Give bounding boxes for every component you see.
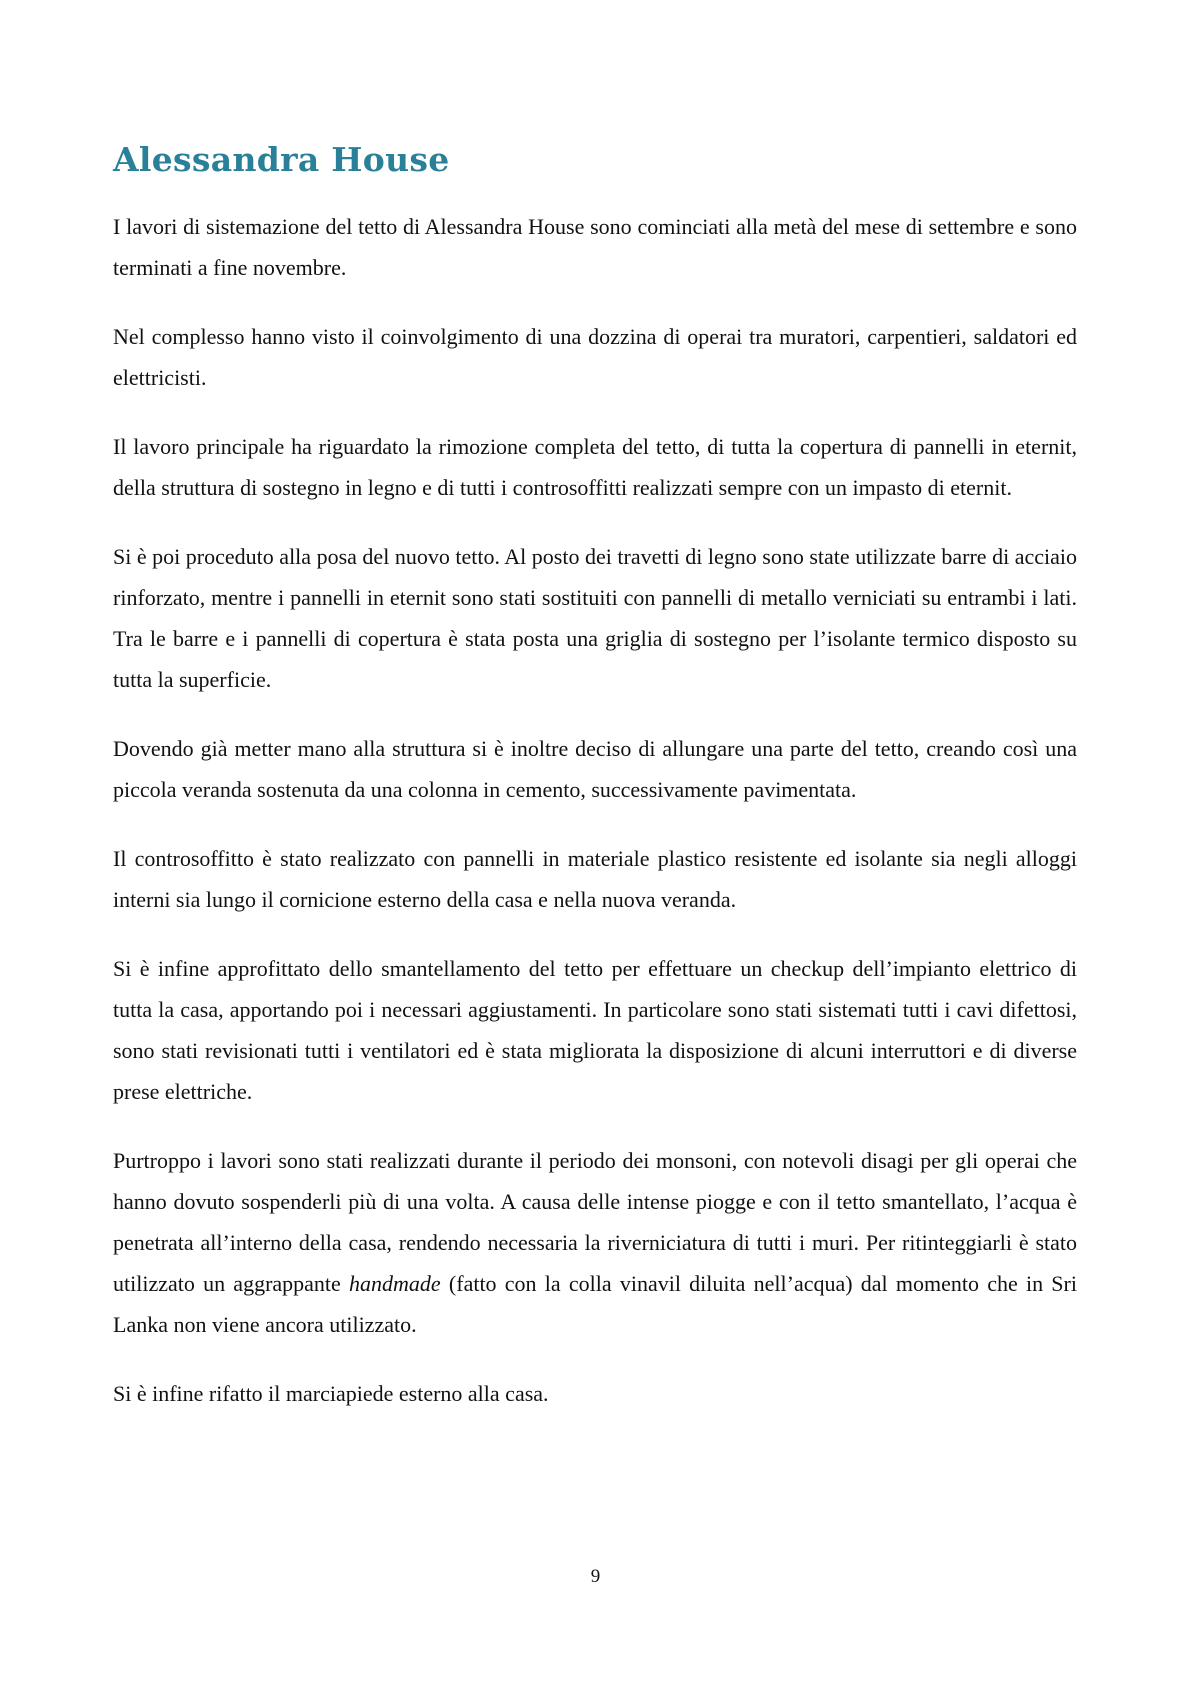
page-number: 9: [590, 1566, 601, 1587]
paragraph: Si è poi proceduto alla posa del nuovo tetto. Al posto dei travetti di legno sono state utilizzate barre di acciaio rinforzato, mentre i pannelli in eternit sono stati sostituiti con pannelli di metallo verniciati su entrambi i lati. Tra le barre e i pannelli di copertura è stata posta una griglia di sostegno per l’isolante termico disposto su tutta la superficie.: [113, 544, 1077, 692]
paragraph: Dovendo già metter mano alla struttura si è inoltre deciso di allungare una parte del tetto, creando così una piccola veranda sostenuta da una colonna in cemento, successivamente pavimentata.: [113, 736, 1077, 802]
paragraph: I lavori di sistemazione del tetto di Alessandra House sono cominciati alla metà del mese di settembre e sono terminati a fine novembre.: [113, 214, 1077, 280]
paragraph: Il lavoro principale ha riguardato la rimozione completa del tetto, di tutta la copertura di pannelli in eternit, della struttura di sostegno in legno e di tutti i controsoffitti realizzati sempre con un impasto di eternit.: [113, 434, 1077, 500]
body-text: [113, 206, 1077, 1442]
paragraph: Si è infine approfittato dello smantellamento del tetto per effettuare un checkup dell’impianto elettrico di tutta la casa, apportando poi i necessari aggiustamenti. In particolare sono stati sistemati tutti i cavi difettosi, sono stati revisionati tutti i ventilatori ed è stata migliorata la disposizione di alcuni interruttori e di diverse prese elettriche.: [113, 956, 1077, 1104]
paragraph: Il controsoffitto è stato realizzato con pannelli in materiale plastico resistente ed isolante sia negli alloggi interni sia lungo il cornicione esterno della casa e nella nuova veranda.: [113, 846, 1077, 912]
paragraph-text: (fatto con la colla vinavil diluita nell’acqua) dal momento che in Sri Lanka non viene ancora utilizzato.: [113, 1271, 1077, 1337]
italic-term: handmade: [349, 1271, 441, 1296]
paragraph-with-italic: [113, 1140, 1077, 1345]
paragraph: Si è infine rifatto il marciapiede esterno alla casa.: [113, 1381, 549, 1406]
page-title: Alessandra House: [113, 140, 450, 179]
paragraph-text: Purtroppo i lavori sono stati realizzati durante il periodo dei monsoni, con notevoli disagi per gli operai che hanno dovuto sospenderli più di una volta. A causa delle intense piogge e con il tetto smantellato, l’acqua è penetrata all’interno della casa, rendendo necessaria la riverniciatura di tutti i muri. Per ritinteggiarli è stato utilizzato un aggrappante: [113, 1148, 1077, 1296]
paragraph: Nel complesso hanno visto il coinvolgimento di una dozzina di operai tra muratori, carpentieri, saldatori ed elettricisti.: [113, 324, 1077, 390]
